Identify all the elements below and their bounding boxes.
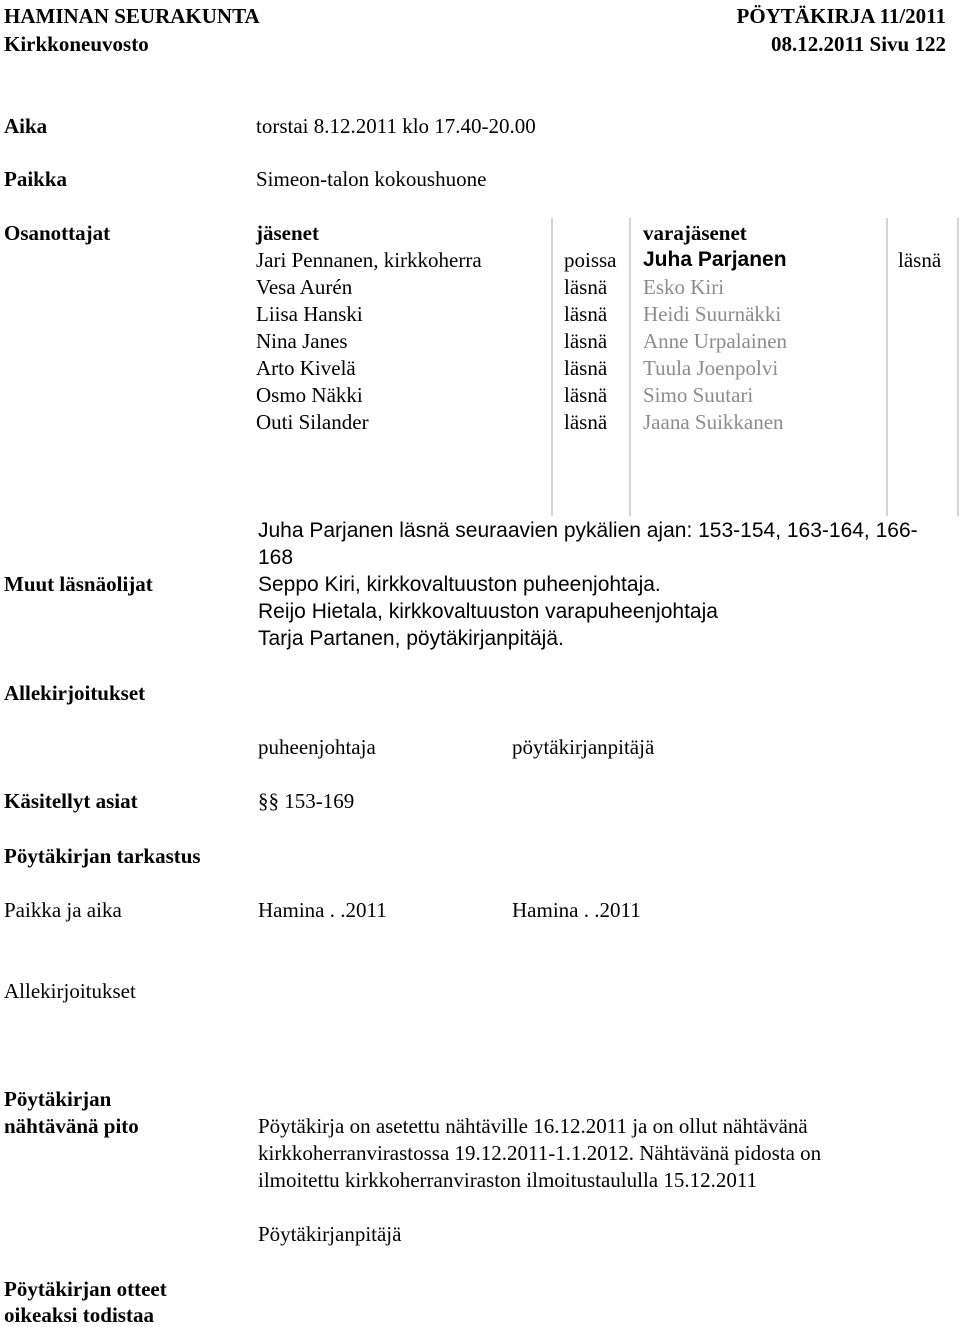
members-heading: jäsenet — [256, 221, 319, 245]
member-name: Jari Pennanen, kirkkoherra — [256, 248, 482, 272]
paikka-label: Paikka — [4, 167, 68, 191]
allekirjoitukset-label-2: Allekirjoitukset — [4, 979, 136, 1003]
member-status: läsnä — [564, 329, 608, 353]
deputy-name: Anne Urpalainen — [643, 329, 788, 353]
paikka-aika-value: Hamina . .2011 — [258, 898, 387, 922]
divider-line — [551, 218, 553, 516]
member-name: Arto Kivelä — [256, 356, 356, 380]
tarkastus-label: Pöytäkirjan tarkastus — [4, 844, 201, 868]
aika-label: Aika — [4, 114, 48, 138]
deputy-status: läsnä — [898, 248, 942, 272]
org-name: HAMINAN SEURAKUNTA — [4, 4, 260, 28]
body-name: Kirkkoneuvosto — [4, 32, 149, 56]
member-status: poissa — [564, 248, 617, 272]
doc-number: PÖYTÄKIRJA 11/2011 — [736, 4, 946, 28]
deputy-name: Juha Parjanen — [643, 248, 787, 271]
divider-line — [629, 218, 631, 516]
deputy-name: Simo Suutari — [643, 383, 754, 407]
secretary-signature-title: pöytäkirjanpitäjä — [512, 735, 655, 759]
osanottajat-label: Osanottajat — [4, 221, 111, 245]
muut-line: Juha Parjanen läsnä seuraavien pykälien ajan: 153-154, 163-164, 166- — [258, 519, 918, 542]
divider-line — [957, 218, 959, 516]
nahtavana-signer: Pöytäkirjanpitäjä — [258, 1222, 402, 1246]
nahtavana-line: Pöytäkirja on asetettu nähtäville 16.12.2011 ja on ollut nähtävänä — [258, 1114, 808, 1138]
member-name: Vesa Aurén — [256, 275, 353, 299]
nahtavana-line: kirkkoherranvirastossa 19.12.2011-1.1.2012. Nähtävänä pidosta on — [258, 1141, 822, 1165]
member-status: läsnä — [564, 410, 608, 434]
deputy-name: Esko Kiri — [643, 275, 725, 299]
kasitellyt-value: §§ 153-169 — [258, 789, 355, 813]
deputy-name: Jaana Suikkanen — [643, 410, 784, 434]
aika-value: torstai 8.12.2011 klo 17.40-20.00 — [256, 114, 536, 138]
nahtavana-label: Pöytäkirjan — [4, 1087, 112, 1111]
muut-line: Reijo Hietala, kirkkovaltuuston varapuheenjohtaja — [258, 600, 718, 623]
date-page: 08.12.2011 Sivu 122 — [770, 32, 946, 56]
otteet-label: Pöytäkirjan otteet — [4, 1277, 167, 1301]
deputy-name: Heidi Suurnäkki — [643, 302, 782, 326]
divider-line — [886, 218, 888, 516]
deputy-name: Tuula Joenpolvi — [643, 356, 779, 380]
member-status: läsnä — [564, 356, 608, 380]
nahtavana-label: nähtävänä pito — [4, 1114, 139, 1138]
member-status: läsnä — [564, 302, 608, 326]
member-name: Osmo Näkki — [256, 383, 363, 407]
member-name: Nina Janes — [256, 329, 348, 353]
chair-signature-title: puheenjohtaja — [258, 735, 376, 759]
paikka-value: Simeon-talon kokoushuone — [256, 167, 487, 191]
deputies-heading: varajäsenet — [643, 221, 747, 245]
paikka-aika-value: Hamina . .2011 — [512, 898, 641, 922]
kasitellyt-label: Käsitellyt asiat — [4, 789, 138, 813]
otteet-label: oikeaksi todistaa — [4, 1303, 154, 1327]
paikka-aika-label: Paikka ja aika — [4, 898, 122, 922]
member-status: läsnä — [564, 383, 608, 407]
muut-line: Seppo Kiri, kirkkovaltuuston puheenjohtaja. — [258, 573, 661, 596]
muut-line: Tarja Partanen, pöytäkirjanpitäjä. — [258, 627, 564, 650]
nahtavana-line: ilmoitettu kirkkoherranviraston ilmoitustaululla 15.12.2011 — [258, 1168, 758, 1192]
member-name: Liisa Hanski — [256, 302, 363, 326]
member-name: Outi Silander — [256, 410, 369, 434]
member-status: läsnä — [564, 275, 608, 299]
muut-line: 168 — [258, 546, 294, 569]
allekirjoitukset-label: Allekirjoitukset — [4, 681, 146, 705]
muut-label: Muut läsnäolijat — [4, 572, 153, 596]
